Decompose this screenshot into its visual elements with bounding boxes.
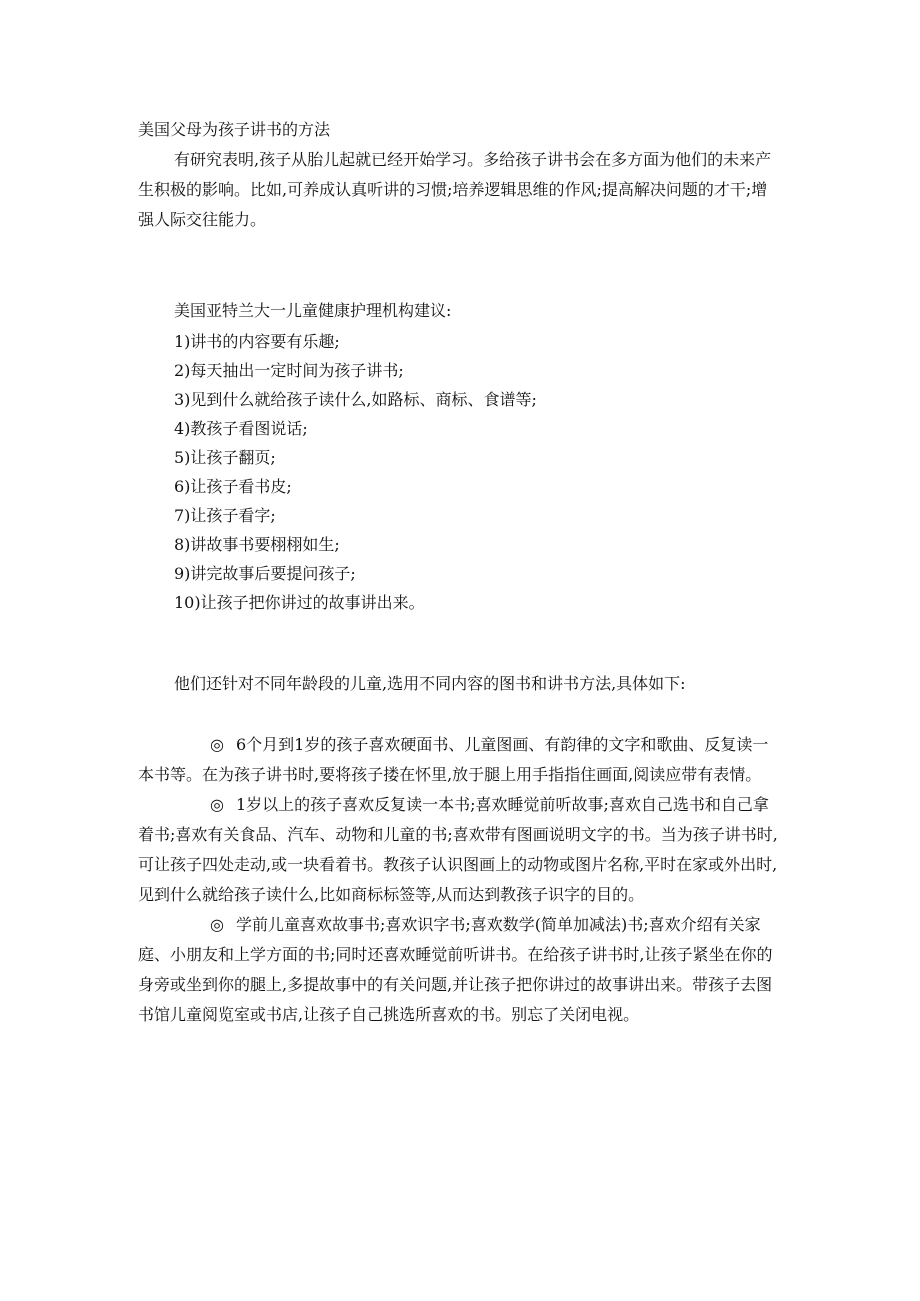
list-item: 7)让孩子看字;: [174, 506, 276, 525]
list-item: 3)见到什么就给孩子读什么,如路标、商标、食谱等;: [174, 390, 537, 409]
list-item: 4)教孩子看图说话;: [174, 419, 308, 438]
list-item: 2)每天抽出一定时间为孩子讲书;: [174, 361, 404, 380]
list-item: 6)让孩子看书皮;: [174, 477, 292, 496]
age-groups-intro: 他们还针对不同年龄段的儿童,选用不同内容的图书和讲书方法,具体如下:: [174, 674, 686, 693]
bullet-mark-icon: ◎: [210, 795, 224, 814]
age-groups-section: [138, 730, 782, 1030]
list-item: 1)讲书的内容要有乐趣;: [174, 332, 340, 351]
age-group-paragraph: [138, 790, 782, 910]
age-group-text: 1岁以上的孩子喜欢反复读一本书;喜欢睡觉前听故事;喜欢自己选书和自己拿着书;喜欢有关食品、汽车、动物和儿童的书;喜欢带有图画说明文字的书。当为孩子讲书时,可让孩子四处走动,或一块看着书。教孩子认识图画上的动物或图片名称,平时在家或外出时,见到什么就给孩子读什么,比如商标标签等,从而达到教孩子识字的目的。: [138, 795, 778, 904]
tips-list: [174, 327, 537, 617]
age-group-paragraph: [138, 730, 782, 790]
bullet-mark-icon: ◎: [210, 735, 224, 754]
age-group-paragraph: [138, 910, 782, 1030]
intro-paragraph: 有研究表明,孩子从胎儿起就已经开始学习。多给孩子讲书会在多方面为他们的未来产生积极的影响。比如,可养成认真听讲的习惯;培养逻辑思维的作风;提高解决问题的才干;增强人际交往能力。: [138, 150, 772, 229]
organization-intro: 美国亚特兰大一儿童健康护理机构建议:: [174, 301, 452, 320]
list-item: 10)让孩子把你讲过的故事讲出来。: [174, 593, 425, 612]
list-item: 9)讲完故事后要提问孩子;: [174, 564, 356, 583]
age-group-text: 学前儿童喜欢故事书;喜欢识字书;喜欢数学(简单加减法)书;喜欢介绍有关家庭、小朋友和上学方面的书;同时还喜欢睡觉前听讲书。在给孩子讲书时,让孩子紧坐在你的身旁或坐到你的腿上,多提故事中的有关问题,并让孩子把你讲过的故事讲出来。带孩子去图书馆儿童阅览室或书店,让孩子自己挑选所喜欢的书。别忘了关闭电视。: [138, 915, 773, 1024]
document-title: 美国父母为孩子讲书的方法: [138, 120, 331, 139]
list-item: 5)让孩子翻页;: [174, 448, 276, 467]
age-group-text: 6个月到1岁的孩子喜欢硬面书、儿童图画、有韵律的文字和歌曲、反复读一本书等。在为孩子讲书时,要将孩子搂在怀里,放于腿上用手指指住画面,阅读应带有表情。: [138, 735, 769, 784]
list-item: 8)讲故事书要栩栩如生;: [174, 535, 340, 554]
bullet-mark-icon: ◎: [210, 915, 224, 934]
